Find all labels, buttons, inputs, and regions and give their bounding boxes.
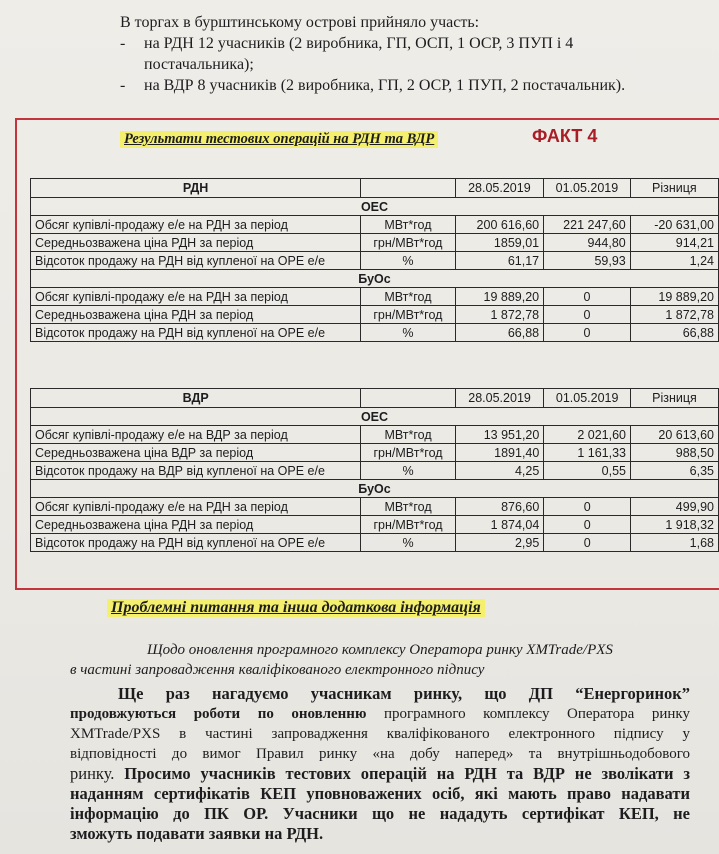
body-line: зможуть подавати заявки на РДН. [70,824,324,843]
row-value: 1 872,78 [455,306,543,324]
row-label: Середньозважена ціна РДН за період [31,234,361,252]
body-line: відповідності до вимог Правил ринку «на добу наперед» та внутрішньодобового [70,746,690,762]
update-heading [70,640,613,680]
row-unit: грн/МВт*год [361,444,456,462]
row-label: Обсяг купівлі-продажу е/е на РДН за період [31,288,361,306]
row-label: Відсоток продажу на РДН від купленої на ОРЕ е/е [31,534,361,552]
row-value: 2 021,60 [544,426,631,444]
date-header: 28.05.2019 [455,389,544,408]
body-text: програмного комплексу Оператора ринку [366,706,690,722]
row-value: 1891,40 [455,444,544,462]
header-blank [361,389,456,408]
row-unit: МВт*год [361,288,456,306]
results-title: Результати тестових операцій на РДН та ВДР [120,131,438,148]
update-line: Щодо оновлення програмного комплексу Оператора ринку XMTrade/PXS [147,642,613,658]
table-row [31,288,719,306]
intro-bullet-text: на РДН 12 учасників (2 виробника, ГП, ОСП, 1 ОСР, 3 ПУП і 4 [144,35,574,52]
header-blank [361,179,456,198]
row-unit: % [361,462,456,480]
row-diff: 1,24 [630,252,718,270]
row-value: 0 [544,516,631,534]
table-row [31,426,719,444]
row-diff: 66,88 [630,324,718,342]
row-unit: % [361,252,456,270]
table-row [31,462,719,480]
table-row [31,306,719,324]
body-text: ринку. [70,764,125,783]
table-row [31,216,719,234]
intro-block [120,12,700,96]
row-value: 4,25 [455,462,544,480]
intro-bullet-text: на ВДР 8 учасників (2 виробника, ГП, 2 ОСР, 1 ПУП, 2 постачальник). [144,77,626,94]
row-unit: % [361,324,456,342]
row-label: Відсоток продажу на РДН від купленої на ОРЕ е/е [31,252,361,270]
row-value: 66,88 [455,324,543,342]
row-value: 2,95 [455,534,544,552]
row-diff: 988,50 [631,444,719,462]
row-label: Обсяг купівлі-продажу е/е на ВДР за період [31,426,361,444]
table-header-row [31,179,719,198]
table-row [31,516,719,534]
row-unit: грн/МВт*год [361,306,456,324]
problems-title: Проблемні питання та інша додаткова інформація [107,599,485,617]
row-value: 1 874,04 [455,516,544,534]
row-value: 0 [544,324,631,342]
row-label: Середньозважена ціна РДН за період [31,516,361,534]
row-unit: МВт*год [361,216,456,234]
table-row [31,252,719,270]
table-title: ВДР [31,389,361,408]
row-diff: 914,21 [630,234,718,252]
section-header: ОЕС [31,408,719,426]
row-unit: МВт*год [361,498,456,516]
row-value: 19 889,20 [455,288,543,306]
body-line [70,704,690,724]
body-line: Ще раз нагадуємо учасникам ринку, що ДП “Енергоринок” [118,684,690,703]
body-paragraph [70,684,690,844]
row-label: Відсоток продажу на ВДР від купленої на ОРЕ е/е [31,462,361,480]
date-header: 01.05.2019 [544,179,631,198]
row-value: 200 616,60 [455,216,543,234]
body-line: інформацію до ПК ОР. Учасники що не нададуть сертифікат КЕП, не [70,804,690,823]
row-unit: грн/МВт*год [361,516,456,534]
body-line [70,764,690,784]
table-row [31,498,719,516]
row-diff: 499,90 [631,498,719,516]
table-title: РДН [31,179,361,198]
diff-header: Різниця [631,389,719,408]
bullet-dash: - [120,35,126,52]
date-header: 28.05.2019 [455,179,543,198]
intro-bullet-vdr [120,75,700,96]
row-diff: 20 613,60 [631,426,719,444]
row-label: Середньозважена ціна РДН за період [31,306,361,324]
row-value: 876,60 [455,498,544,516]
row-diff: 6,35 [631,462,719,480]
row-label: Середньозважена ціна ВДР за період [31,444,361,462]
date-header: 01.05.2019 [544,389,631,408]
table-header-row [31,389,719,408]
section-header: БуОс [31,480,719,498]
row-unit: грн/МВт*год [361,234,456,252]
row-label: Обсяг купівлі-продажу е/е на РДН за період [31,216,361,234]
row-label: Обсяг купівлі-продажу е/е на РДН за період [31,498,361,516]
row-value: 59,93 [544,252,631,270]
table-row [31,444,719,462]
row-value: 0 [544,288,631,306]
section-header: ОЕС [31,198,719,216]
row-value: 61,17 [455,252,543,270]
row-value: 1 161,33 [544,444,631,462]
row-value: 0 [544,534,631,552]
table-row [31,534,719,552]
row-label: Відсоток продажу на РДН від купленої на ОРЕ е/е [31,324,361,342]
row-value: 0 [544,306,631,324]
row-value: 944,80 [544,234,631,252]
body-bold-text: Просимо учасників тестових операцій на РДН та ВДР не зволікати з [124,764,690,783]
intro-line: В торгах в бурштинському острові прийняло участь: [120,14,480,31]
update-line: в частині запровадження кваліфікованого електронного підпису [70,662,485,678]
body-bold-text: продовжуються роботи по оновленню [70,706,367,722]
row-value: 1859,01 [455,234,543,252]
row-diff: -20 631,00 [630,216,718,234]
row-diff: 1 918,32 [631,516,719,534]
intro-bullet-rdn [120,33,700,75]
body-line: наданням сертифікатів КЕП уповноважених осіб, які мають право надавати [70,784,690,803]
row-value: 0,55 [544,462,631,480]
rdn-table [30,178,719,342]
row-value: 0 [544,498,631,516]
row-diff: 1,68 [631,534,719,552]
bullet-dash: - [120,77,126,94]
body-line: XMTrade/PXS в частині запровадження кваліфікованого електронного підпису у [70,726,690,742]
intro-bullet-text: постачальника); [144,56,254,73]
section-header: БуОс [31,270,719,288]
row-unit: МВт*год [361,426,456,444]
table-row [31,324,719,342]
table-row [31,234,719,252]
row-diff: 19 889,20 [630,288,718,306]
vdr-table [30,388,719,552]
fact-label: ФАКТ 4 [532,126,598,146]
row-unit: % [361,534,456,552]
diff-header: Різниця [630,179,718,198]
row-value: 221 247,60 [544,216,631,234]
row-diff: 1 872,78 [630,306,718,324]
row-value: 13 951,20 [455,426,544,444]
